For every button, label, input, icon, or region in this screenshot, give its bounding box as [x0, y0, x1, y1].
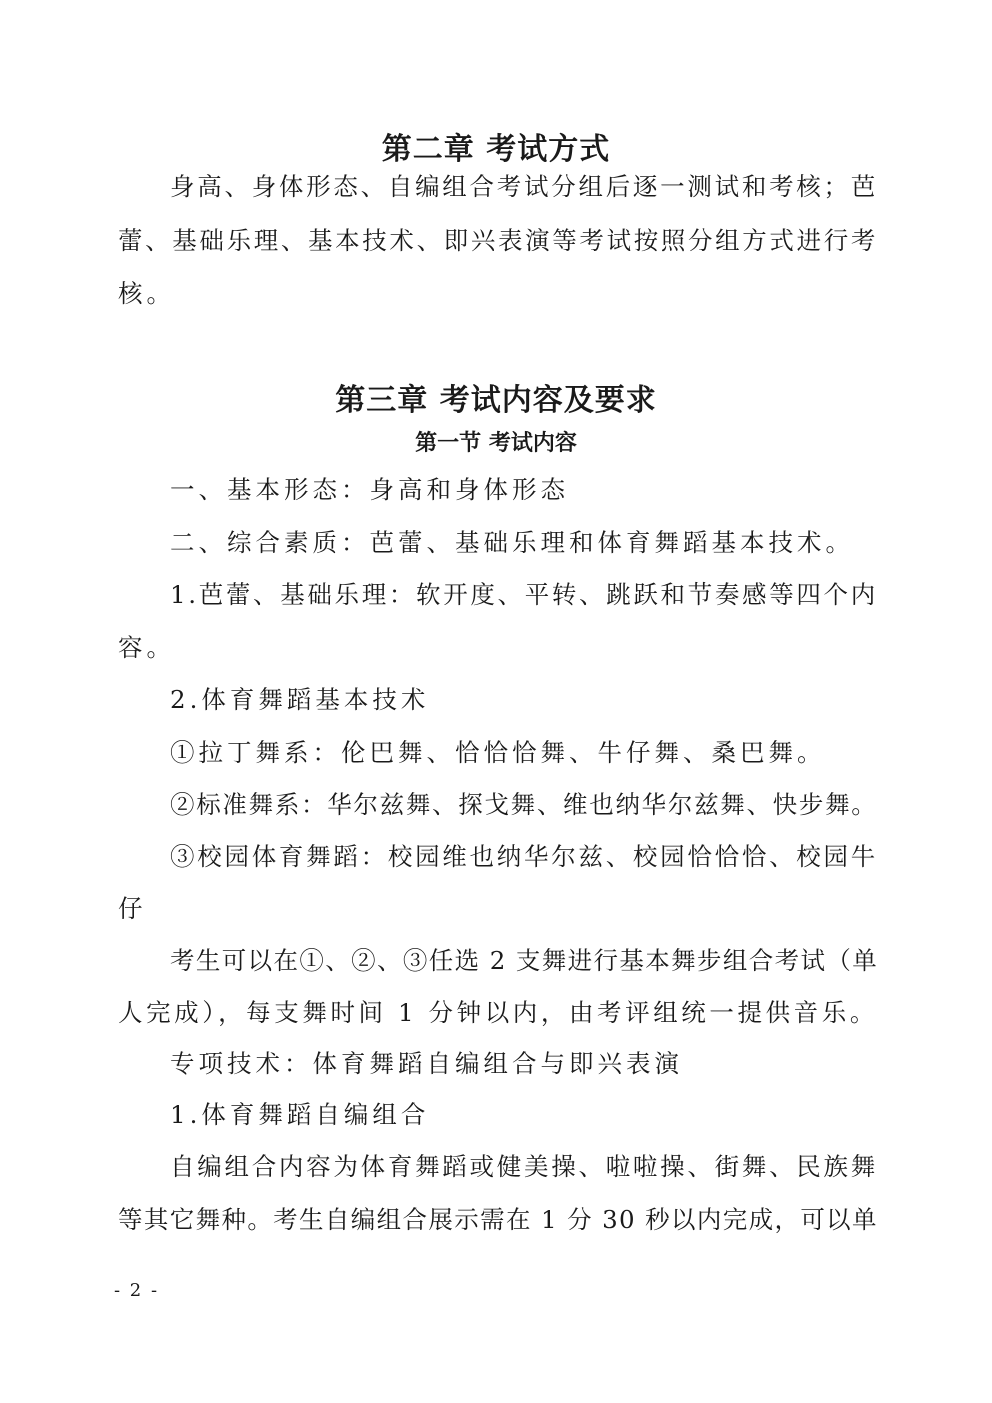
- content-line: ①拉丁舞系：伦巴舞、恰恰恰舞、牛仔舞、桑巴舞。: [170, 738, 826, 767]
- content-line: 专项技术：体育舞蹈自编组合与即兴表演: [170, 1049, 683, 1078]
- content-line: 考生可以在①、②、③任选 2 支舞进行基本舞步组合考试（单: [170, 946, 879, 975]
- content-line: 等其它舞种。考生自编组合展示需在 1 分 30 秒以内完成，可以单: [118, 1205, 878, 1234]
- content-line: ②标准舞系：华尔兹舞、探戈舞、维也纳华尔兹舞、快步舞。: [170, 790, 878, 819]
- content-line: 1.芭蕾、基础乐理：软开度、平转、跳跃和节奏感等四个内: [170, 580, 878, 609]
- chapter-3-title: 第三章 考试内容及要求: [335, 383, 657, 418]
- content-line: 2.体育舞蹈基本技术: [170, 685, 430, 714]
- content-line: 一、基本形态：身高和身体形态: [170, 475, 569, 504]
- chapter-2-title: 第二章 考试方式: [381, 132, 611, 167]
- content-line: 1.体育舞蹈自编组合: [170, 1100, 430, 1129]
- section-1-title: 第一节 考试内容: [415, 430, 577, 456]
- content-line: 自编组合内容为体育舞蹈或健美操、啦啦操、街舞、民族舞: [170, 1152, 878, 1181]
- content-line: ③校园体育舞蹈：校园维也纳华尔兹、校园恰恰恰、校园牛: [170, 842, 878, 871]
- content-line: 人完成），每支舞时间 1 分钟以内，由考评组统一提供音乐。: [118, 998, 878, 1027]
- chapter-2-paragraph-line: 蕾、基础乐理、基本技术、即兴表演等考试按照分组方式进行考: [118, 226, 878, 255]
- content-line: 二、综合素质：芭蕾、基础乐理和体育舞蹈基本技术。: [170, 528, 854, 557]
- content-line: 仔: [118, 894, 147, 923]
- page-number: - 2 -: [114, 1280, 160, 1301]
- content-line: 容。: [118, 633, 175, 662]
- chapter-2-paragraph-line: 身高、身体形态、自编组合考试分组后逐一测试和考核；芭: [170, 172, 878, 201]
- chapter-2-paragraph-line: 核。: [118, 279, 175, 308]
